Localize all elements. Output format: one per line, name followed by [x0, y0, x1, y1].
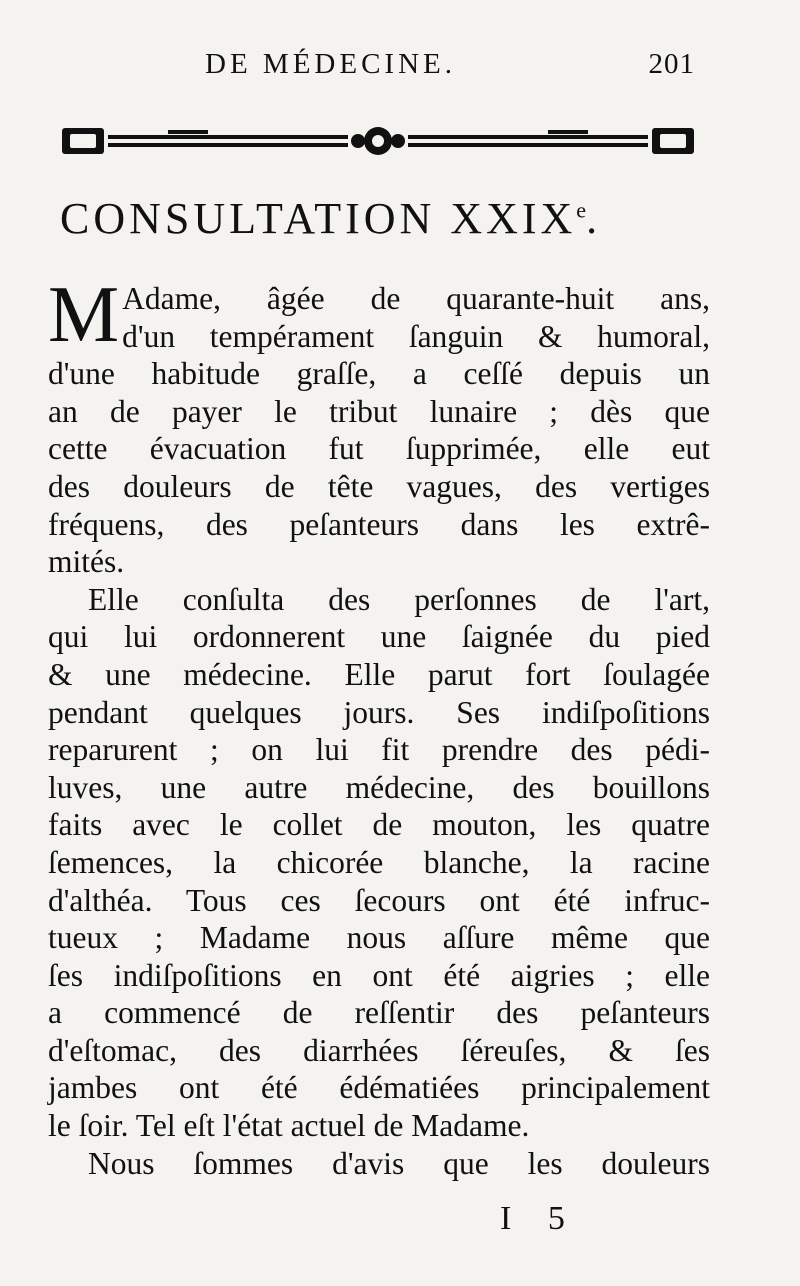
text-line: cette évacuation fut ſupprimée, elle eut [48, 431, 710, 467]
signature-mark: I 5 [500, 1200, 579, 1237]
decorative-ornament-icon [58, 120, 698, 162]
text-line: Adame, âgée de quarante-huit ans, [122, 281, 710, 316]
text-line: Nous ſommes d'avis que les douleurs [88, 1145, 710, 1181]
paragraph-1 [48, 271, 710, 581]
text-line: Elle conſulta des perſonnes de l'art, [88, 581, 710, 617]
page-number: 201 [648, 48, 695, 80]
text-line: d'eſtomac, des diarrhées ſéreuſes, & ſes [48, 1032, 710, 1068]
text-line: ſes indiſpoſitions en ont été aigries ; elle [48, 957, 710, 993]
text-line: a commencé de reſſentir des peſanteurs [48, 995, 710, 1031]
running-title: DE MÉDECINE. [205, 48, 456, 80]
text-line: d'althéa. Tous ces ſecours ont été infruc- [48, 882, 710, 918]
text-line: fréquens, des peſanteurs dans les extrê- [48, 506, 710, 542]
text-line: d'une habitude graſſe, a ceſſé depuis un [48, 356, 710, 392]
heading-period: . [586, 194, 602, 243]
consultation-heading [60, 193, 720, 244]
paragraph-2 [48, 581, 710, 1145]
text-line: ſemences, la chicorée blanche, la racine [48, 844, 710, 880]
text-line: reparurent ; on lui fit prendre des pédi- [48, 732, 710, 768]
text-line: an de payer le tribut lunaire ; dès que [48, 393, 710, 429]
text-line: luves, une autre médecine, des bouillons [48, 769, 710, 805]
text-line: qui lui ordonnerent une ſaignée du pied [48, 619, 710, 655]
text-line: mités. [48, 544, 125, 580]
text-line: jambes ont été édématiées principalement [48, 1070, 710, 1106]
text-line: des douleurs de tête vagues, des vertiges [48, 468, 710, 504]
drop-cap: M [48, 271, 120, 359]
heading-text: CONSULTATION XXIX [60, 194, 577, 243]
text-line: tueux ; Madame nous aſſure même que [48, 920, 710, 956]
text-line: pendant quelques jours. Ses indiſpoſitions [48, 694, 710, 730]
text-line: le ſoir. Tel eſt l'état actuel de Madame. [48, 1108, 530, 1144]
text-line: d'un tempérament ſanguin & humoral, [122, 318, 710, 354]
text-line: faits avec le collet de mouton, les quatre [48, 807, 710, 843]
paragraph-3 [48, 1145, 710, 1183]
text-line: & une médecine. Elle parut fort ſoulagée [48, 656, 710, 692]
body-text [48, 271, 710, 1182]
heading-superscript: e [576, 197, 587, 223]
running-header [205, 48, 705, 88]
